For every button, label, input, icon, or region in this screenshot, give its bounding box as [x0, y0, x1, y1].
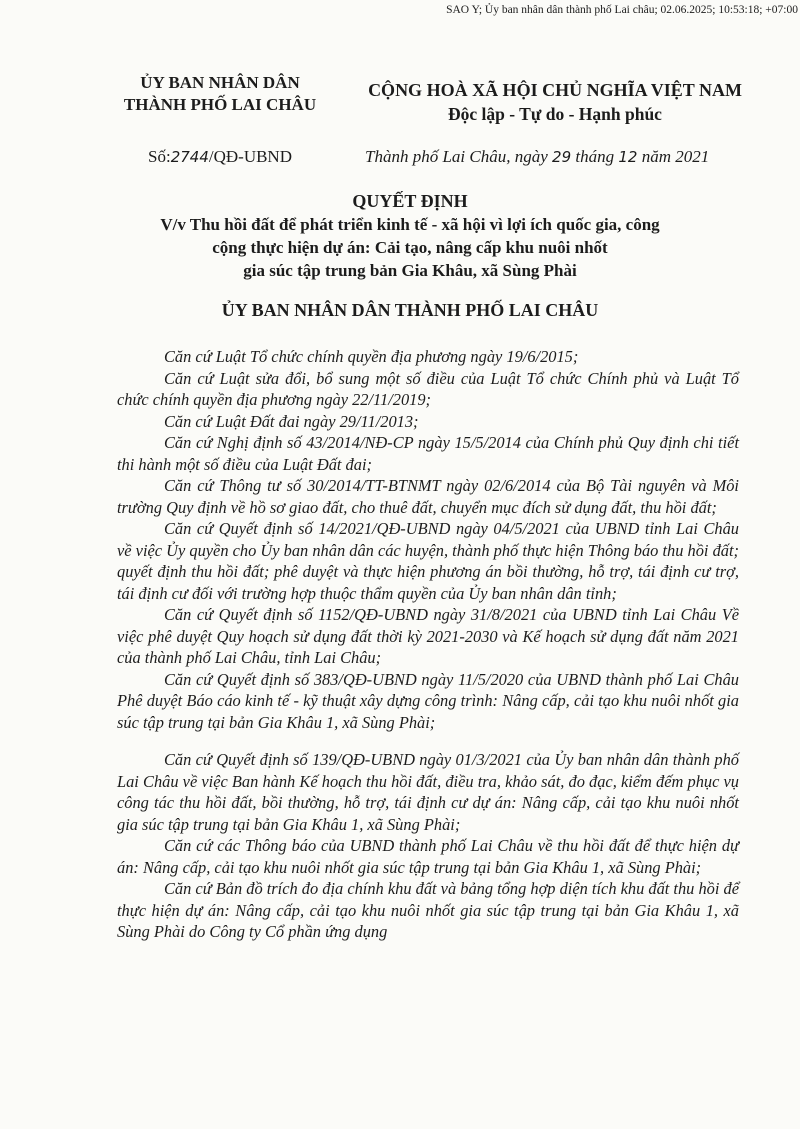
- digital-copy-stamp: SAO Y; Ủy ban nhân dân thành phố Lai châu; 02.06.2025; 10:53:18; +07:00: [446, 4, 798, 16]
- issuing-authority: [110, 72, 330, 116]
- paragraph: Căn cứ Bản đồ trích đo địa chính khu đất và bảng tổng hợp diện tích khu đất thu hồi để thực hiện dự án: Nâng cấp, cải tạo khu nuôi nhốt gia súc tập trung tại bản Gia Khâu 1, xã Sùng Phài do Công ty Cổ phần ứng dụng: [117, 879, 739, 941]
- handwritten-day: 29: [552, 148, 572, 166]
- national-motto: Độc lập - Tự do - Hạnh phúc: [448, 104, 662, 124]
- paragraph: Căn cứ Luật sửa đổi, bổ sung một số điều của Luật Tổ chức Chính phủ và Luật Tổ chức chính quyền địa phương ngày 22/11/2019;: [117, 368, 739, 409]
- handwritten-month: 12: [618, 148, 638, 166]
- month-label: tháng: [571, 147, 619, 166]
- paragraph: Căn cứ Quyết định số 383/QĐ-UBND ngày 11/5/2020 của UBND thành phố Lai Châu Phê duyệt Báo cáo kinh tế - kỹ thuật xây dựng công trình: Nâng cấp, cải tạo khu nuôi nhốt gia súc tập trung tại bản Gia Khâu 1, xã Sùng Phài;: [117, 669, 739, 732]
- authority-line-2: THÀNH PHỐ LAI CHÂU: [123, 95, 317, 114]
- paragraph: Căn cứ các Thông báo của UBND thành phố Lai Châu về thu hồi đất để thực hiện dự án: Nâng cấp, cải tạo khu nuôi nhốt gia súc tập trung tại bản Gia Khâu 1, xã Sùng Phài;: [117, 836, 739, 877]
- paragraph: Căn cứ Quyết định số 139/QĐ-UBND ngày 01/3/2021 của Ủy ban nhân dân thành phố Lai Châu về việc Ban hành Kế hoạch thu hồi đất, điều tra, khảo sát, đo đạc, kiểm đếm phục vụ công tác thu hồi đất, bồi thường, hỗ trợ, tái định cư dự án: Nâng cấp, cải tạo khu nuôi nhốt gia súc tập trung tại bản Gia Khâu 1, xã Sùng Phài;: [117, 750, 739, 834]
- decision-title: QUYẾT ĐỊNH: [352, 191, 468, 211]
- paragraph: Căn cứ Nghị định số 43/2014/NĐ-CP ngày 15/5/2014 của Chính phủ Quy định chi tiết thi hành một số điều của Luật Đất đai;: [117, 433, 739, 474]
- subject-line-2: cộng thực hiện dự án: Cải tạo, nâng cấp khu nuôi nhốt: [212, 238, 608, 257]
- issuer-heading: ỦY BAN NHÂN DÂN THÀNH PHỐ LAI CHÂU: [221, 300, 599, 320]
- country-name: CỘNG HOÀ XÃ HỘI CHỦ NGHĨA VIỆT NAM: [368, 80, 742, 100]
- paragraph: Căn cứ Luật Tổ chức chính quyền địa phương ngày 19/6/2015;: [164, 347, 579, 366]
- authority-line-1: ỦY BAN NHÂN DÂN: [140, 73, 300, 92]
- national-header: [360, 78, 750, 126]
- subject-line-1: V/v Thu hồi đất để phát triển kinh tế - xã hội vì lợi ích quốc gia, công: [160, 215, 660, 234]
- legal-basis-body: [117, 346, 739, 943]
- paragraph: Căn cứ Thông tư số 30/2014/TT-BTNMT ngày 02/6/2014 của Bộ Tài nguyên và Môi trường Quy định về hồ sơ giao đất, cho thuê đất, chuyển mục đích sử dụng đất, thu hồi đất;: [117, 476, 739, 517]
- number-suffix: /QĐ-UBND: [208, 147, 292, 166]
- document-number: [148, 147, 292, 167]
- decision-title-block: [60, 190, 760, 282]
- number-prefix: Số:: [148, 147, 171, 166]
- subject-line-3: gia súc tập trung bản Gia Khâu, xã Sùng Phài: [243, 261, 577, 280]
- paragraph: Căn cứ Quyết định số 14/2021/QĐ-UBND ngày 04/5/2021 của UBND tỉnh Lai Châu về việc Ủy quyền cho Ủy ban nhân dân các huyện, thành phố thực hiện Thông báo thu hồi đất; quyết định thu hồi đất; phê duyệt và thực hiện phương án bồi thường, hỗ trợ, tái định cư trợ, tái định cư đối với trường hợp thuộc thẩm quyền của Ủy ban nhân dân tỉnh;: [117, 519, 739, 603]
- place-text: Thành phố Lai Châu, ngày: [365, 147, 553, 166]
- paragraph: Căn cứ Luật Đất đai ngày 29/11/2013;: [164, 411, 419, 431]
- paragraph: Căn cứ Quyết định số 1152/QĐ-UBND ngày 31/8/2021 của UBND tỉnh Lai Châu Về việc phê duyệt Quy hoạch sử dụng đất thời kỳ 2021-2030 và Kế hoạch sử dụng đất năm 2021 của thành phố Lai Châu, tỉnh Lai Châu;: [117, 605, 739, 667]
- year-text: năm 2021: [637, 147, 710, 166]
- handwritten-number: 2744: [170, 148, 209, 166]
- place-and-date: [365, 147, 709, 167]
